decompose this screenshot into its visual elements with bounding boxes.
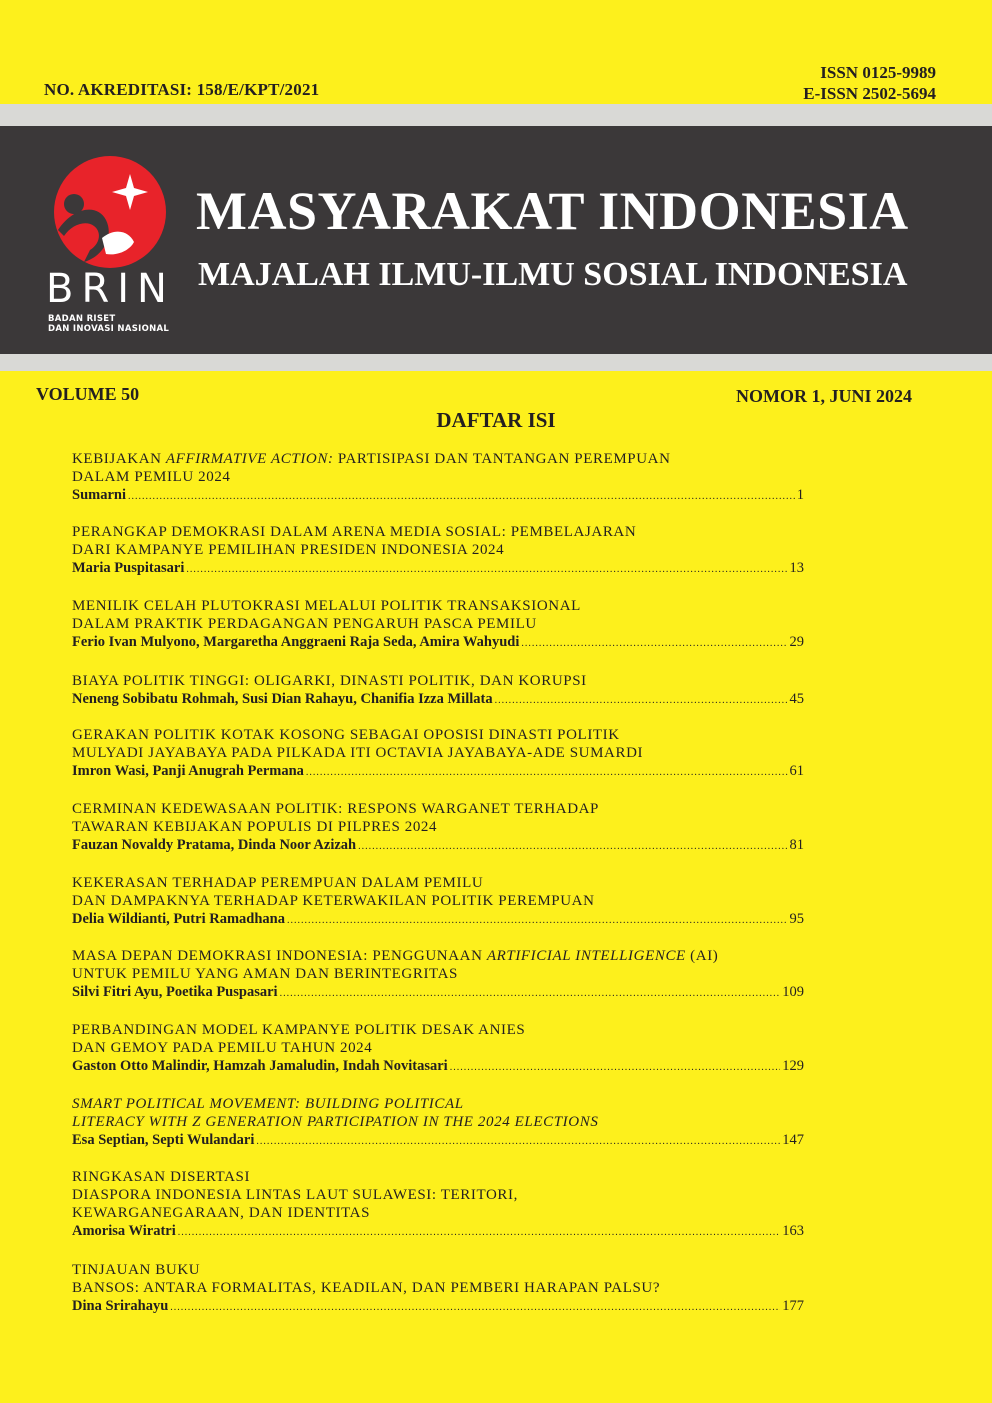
toc-entry-author-row	[72, 910, 804, 930]
brin-subtitle-line2: DAN INOVASI NASIONAL	[48, 324, 170, 334]
journal-subtitle: MAJALAH ILMU-ILMU SOSIAL INDONESIA	[198, 256, 908, 293]
toc-entry[interactable]	[72, 874, 804, 930]
toc-entry[interactable]	[72, 450, 804, 506]
toc-entry-author-row	[72, 762, 804, 782]
toc-entry-author-row	[72, 1131, 804, 1151]
toc-entry-page-number: 109	[782, 984, 804, 1000]
toc-entry-page-number: 29	[789, 634, 804, 650]
toc-entry-title-text: KEKERASAN TERHADAP PEREMPUAN DALAM PEMILU	[72, 875, 484, 891]
toc-entry-title-line	[72, 818, 804, 836]
toc-entry-author-row	[72, 1057, 804, 1077]
issn-block	[803, 62, 936, 104]
toc-entry-title-text: DAN DAMPAKNYA TERHADAP KETERWAKILAN POLITIK PEREMPUAN	[72, 893, 595, 909]
toc-entry-title-line	[72, 1168, 804, 1186]
toc-entry-author: Esa Septian, Septi Wulandari	[72, 1132, 255, 1148]
toc-entry-title-line	[72, 892, 804, 910]
toc-entry-title-text: BANSOS: ANTARA FORMALITAS, KEADILAN, DAN PEMBERI HARAPAN PALSU?	[72, 1280, 661, 1296]
toc-entry-title-text: LITERACY WITH Z GENERATION PARTICIPATION IN THE 2024 ELECTIONS	[72, 1114, 599, 1130]
toc-entry-title-text: (AI)	[685, 948, 719, 964]
toc-entry-title-text: SMART POLITICAL MOVEMENT: BUILDING POLITICAL	[72, 1096, 464, 1112]
toc-entry-title-line	[72, 1113, 804, 1131]
brin-wordmark: BRIN	[46, 266, 175, 312]
issn-print: ISSN 0125-9989	[820, 63, 936, 82]
toc-entry-author: Sumarni	[72, 487, 126, 503]
toc-entry-title-line	[72, 672, 804, 690]
toc-dot-leader	[287, 911, 788, 930]
toc-entry-title-line	[72, 1021, 804, 1039]
toc-dot-leader	[306, 763, 788, 782]
toc-entry-author: Delia Wildianti, Putri Ramadhana	[72, 911, 285, 927]
toc-entry-title-line	[72, 1261, 804, 1279]
toc-dot-leader	[450, 1058, 781, 1077]
toc-entry-page-number: 13	[789, 560, 804, 576]
toc-entry-author-row	[72, 1297, 804, 1317]
brin-subtitle	[48, 314, 169, 334]
toc-entry[interactable]	[72, 726, 804, 782]
toc-entry-title-text: KEWARGANEGARAAN, DAN IDENTITAS	[72, 1205, 371, 1221]
toc-entry-title-text: KEBIJAKAN	[72, 451, 166, 467]
brin-subtitle-line1: BADAN RISET	[48, 314, 116, 324]
toc-entry-title-line	[72, 541, 804, 559]
toc-entry[interactable]	[72, 672, 804, 710]
toc-entry-title-line	[72, 450, 804, 468]
toc-entry-title-line	[72, 800, 804, 818]
toc-entry-author-row	[72, 836, 804, 856]
issue-number-label: NOMOR 1, JUNI 2024	[736, 386, 912, 406]
toc-entry-title-text: DALAM PEMILU 2024	[72, 469, 231, 485]
toc-entry-author: Fauzan Novaldy Pratama, Dinda Noor Azizah	[72, 837, 357, 853]
toc-entry-title-line	[72, 1039, 804, 1057]
toc-dot-leader	[495, 691, 788, 710]
toc-entry[interactable]	[72, 597, 804, 653]
toc-entry-title-line	[72, 1204, 804, 1222]
toc-entry[interactable]	[72, 1168, 804, 1242]
toc-entry-page-number: 45	[789, 691, 804, 707]
toc-entry-title-text: DALAM PRAKTIK PERDAGANGAN PENGARUH PASCA PEMILU	[72, 616, 537, 632]
toc-entry-author-row	[72, 1222, 804, 1242]
toc-dot-leader	[170, 1298, 780, 1317]
toc-entry-title-line	[72, 468, 804, 486]
toc-entry[interactable]	[72, 947, 804, 1003]
toc-entry-title-text: BIAYA POLITIK TINGGI: OLIGARKI, DINASTI POLITIK, DAN KORUPSI	[72, 673, 587, 689]
toc-entry-page-number: 1	[796, 487, 804, 503]
toc-dot-leader	[280, 984, 781, 1003]
toc-entry[interactable]	[72, 800, 804, 856]
toc-entry-page-number: 163	[782, 1223, 804, 1239]
toc-entry-title-text: CERMINAN KEDEWASAAN POLITIK: RESPONS WARGANET TERHADAP	[72, 801, 600, 817]
toc-entry-title-text: RINGKASAN DISERTASI	[72, 1169, 251, 1185]
toc-entry-title-line	[72, 744, 804, 762]
toc-dot-leader	[256, 1132, 780, 1151]
toc-entry-author: Gaston Otto Malindir, Hamzah Jamaludin, Indah Novitasari	[72, 1058, 448, 1074]
volume-label: VOLUME 50	[36, 384, 140, 404]
toc-entry-author-row	[72, 633, 804, 653]
toc-entry-title-text: TAWARAN KEBIJAKAN POPULIS DI PILPRES 2024	[72, 819, 438, 835]
toc-entry-author: Amorisa Wiratri	[72, 1223, 176, 1239]
toc-entry-title-text: DIASPORA INDONESIA LINTAS LAUT SULAWESI: TERITORI,	[72, 1187, 518, 1203]
toc-entry-author-row	[72, 559, 804, 579]
toc-heading: DAFTAR ISI	[436, 408, 556, 432]
toc-entry-title-line	[72, 1279, 804, 1297]
toc-entry-author: Maria Puspitasari	[72, 560, 185, 576]
toc-dot-leader	[358, 837, 787, 856]
issn-electronic: E-ISSN 2502-5694	[803, 84, 936, 103]
toc-entry-title-line	[72, 1095, 804, 1113]
toc-entry-title-line	[72, 965, 804, 983]
toc-entry-title-text: MENILIK CELAH PLUTOKRASI MELALUI POLITIK TRANSAKSIONAL	[72, 598, 581, 614]
accreditation-number: NO. AKREDITASI: 158/E/KPT/2021	[44, 80, 320, 99]
toc-dot-leader	[178, 1223, 780, 1242]
toc-entry-page-number: 177	[782, 1298, 804, 1314]
toc-entry-author-row	[72, 983, 804, 1003]
toc-entry-title-line	[72, 874, 804, 892]
journal-title: MASYARAKAT INDONESIA	[196, 181, 909, 241]
toc-entry-title-text: DAN GEMOY PADA PEMILU TAHUN 2024	[72, 1040, 373, 1056]
toc-entry[interactable]	[72, 523, 804, 579]
toc-entry-page-number: 147	[782, 1132, 804, 1148]
toc-entry-title-text: PERANGKAP DEMOKRASI DALAM ARENA MEDIA SOSIAL: PEMBELAJARAN	[72, 524, 637, 540]
toc-entry-title-line	[72, 726, 804, 744]
toc-entry-title-line	[72, 615, 804, 633]
toc-entry-title-text: MASA DEPAN DEMOKRASI INDONESIA: PENGGUNAAN	[72, 948, 487, 964]
toc-entry-author-row	[72, 486, 804, 506]
toc-entry-title-text: AFFIRMATIVE ACTION:	[165, 451, 334, 467]
toc-dot-leader	[521, 634, 787, 653]
toc-dot-leader	[186, 560, 787, 579]
toc-entry[interactable]	[72, 1095, 804, 1151]
toc-entry-title-line	[72, 523, 804, 541]
toc-entry-page-number: 81	[789, 837, 804, 853]
toc-entry-title-text: GERAKAN POLITIK KOTAK KOSONG SEBAGAI OPOSISI DINASTI POLITIK	[72, 727, 620, 743]
toc-entry-author: Imron Wasi, Panji Anugrah Permana	[72, 763, 304, 779]
toc-entry-page-number: 95	[789, 911, 804, 927]
toc-entry-title-text: UNTUK PEMILU YANG AMAN DAN BERINTEGRITAS	[72, 966, 458, 982]
toc-entry-title-text: TINJAUAN BUKU	[72, 1262, 201, 1278]
toc-entry-title-line	[72, 1186, 804, 1204]
toc-dot-leader	[128, 487, 795, 506]
toc-entry[interactable]	[72, 1021, 804, 1077]
toc-entry-title-text: MULYADI JAYABAYA PADA PILKADA ITI OCTAVIA JAYABAYA-ADE SUMARDI	[72, 745, 644, 761]
toc-entry[interactable]	[72, 1261, 804, 1317]
toc-entry-title-text: DARI KAMPANYE PEMILIHAN PRESIDEN INDONESIA 2024	[72, 542, 505, 558]
toc-entry-title-text: PERBANDINGAN MODEL KAMPANYE POLITIK DESAK ANIES	[72, 1022, 526, 1038]
toc-entry-page-number: 129	[782, 1058, 804, 1074]
toc-entry-author: Silvi Fitri Ayu, Poetika Puspasari	[72, 984, 278, 1000]
toc-entry-title-text: PARTISIPASI DAN TANTANGAN PEREMPUAN	[333, 451, 671, 467]
toc-entry-title-line	[72, 947, 804, 965]
toc-entry-page-number: 61	[789, 763, 804, 779]
toc-entry-title-line	[72, 597, 804, 615]
toc-entry-title-text: ARTIFICIAL INTELLIGENCE	[486, 948, 686, 964]
toc-entry-author: Neneng Sobibatu Rohmah, Susi Dian Rahayu, Chanifia Izza Millata	[72, 691, 493, 707]
toc-entry-author: Ferio Ivan Mulyono, Margaretha Anggraeni Raja Seda, Amira Wahyudi	[72, 634, 520, 650]
toc-entry-author-row	[72, 690, 804, 710]
toc-entry-author: Dina Srirahayu	[72, 1298, 169, 1314]
